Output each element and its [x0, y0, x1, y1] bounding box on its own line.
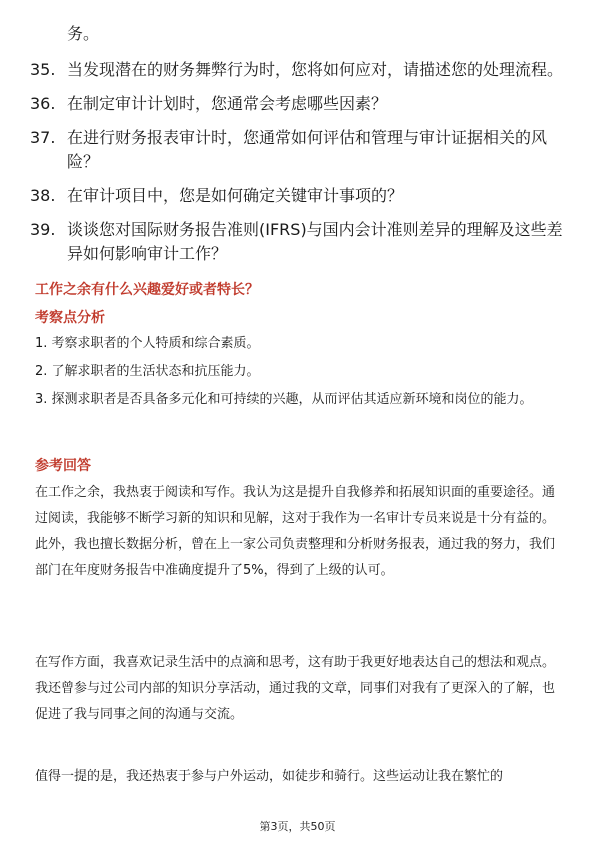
question-text: 在审计项目中，您是如何确定关键审计事项的？ [67, 186, 404, 205]
question-number: 36. [30, 94, 56, 113]
answer-paragraph: 值得一提的是，我还热衷于参与户外运动，如徒步和骑行。这些运动让我在繁忙的 [35, 769, 504, 784]
interest-question-heading: 工作之余有什么兴趣爱好或者特长？ [35, 282, 259, 298]
analysis-point: 2. 了解求职者的生活状态和抗压能力。 [35, 364, 260, 379]
analysis-heading: 考察点分析 [35, 310, 105, 326]
question-number: 38. [30, 186, 56, 205]
question-text: 谈谈您对国际财务报告准则(IFRS)与国内会计准则差异的理解及这些差异如何影响审计工作？ [67, 220, 563, 263]
question-item [30, 218, 570, 266]
question-item [30, 92, 570, 116]
question-text: 在制定审计计划时，您通常会考虑哪些因素？ [67, 94, 388, 113]
analysis-point: 3. 探测求职者是否具备多元化和可持续的兴趣，从而评估其适应新环境和岗位的能力。 [35, 392, 533, 407]
question-number: 39. [30, 220, 56, 239]
answer-paragraph: 在工作之余，我热衷于阅读和写作。我认为这是提升自我修养和拓展知识面的重要途径。通过阅读，我能够不断学习新的知识和见解，这对于我作为一名审计专员来说是十分有益的。此外，我也擅长数据分析，曾在上一家公司负责整理和分析财务报表，通过我的努力，我们部门在年度财务报告中准确度提升了5%，得到了上级的认可。 [35, 485, 556, 578]
answer-paragraph: 在写作方面，我喜欢记录生活中的点滴和思考，这有助于我更好地表达自己的想法和观点。我还曾参与过公司内部的知识分享活动，通过我的文章，同事们对我有了更深入的了解，也促进了我与同事之间的沟通与交流。 [35, 655, 556, 722]
continuation-text: 务。 [67, 24, 100, 43]
question-item [30, 58, 570, 82]
analysis-point: 1. 考察求职者的个人特质和综合素质。 [35, 336, 260, 351]
question-text: 在进行财务报表审计时，您通常如何评估和管理与审计证据相关的风险？ [67, 128, 548, 171]
page-footer: 第3页，共50页 [259, 820, 336, 833]
question-list [30, 58, 570, 276]
question-text: 当发现潜在的财务舞弊行为时，您将如何应对，请描述您的处理流程。 [67, 60, 564, 79]
answer-heading: 参考回答 [35, 458, 91, 474]
question-number: 35. [30, 60, 56, 79]
question-item [30, 184, 570, 208]
question-number: 37. [30, 128, 56, 147]
question-item [30, 126, 570, 174]
